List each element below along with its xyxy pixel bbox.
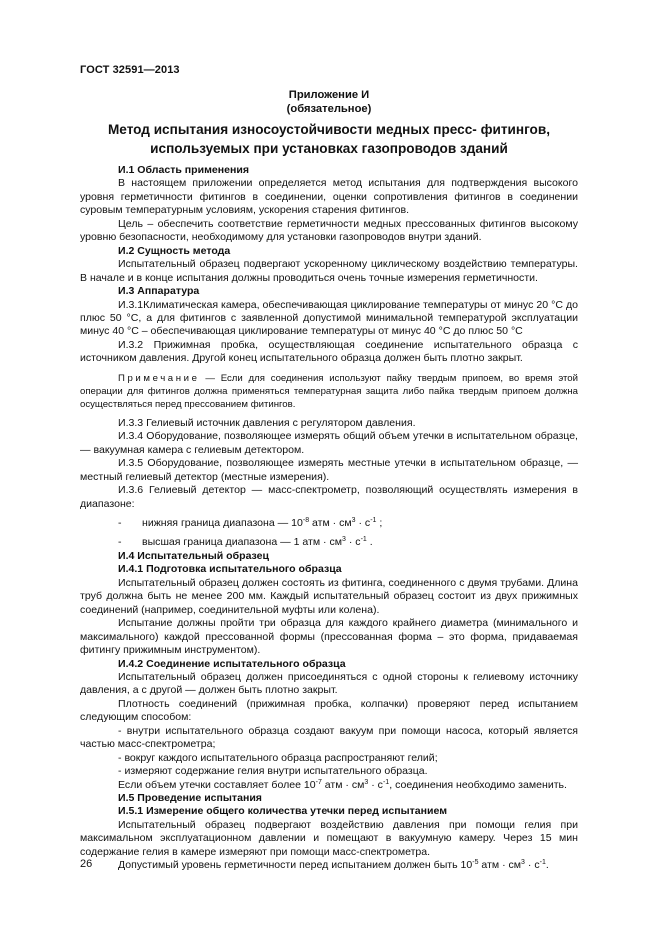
paragraph: В настоящем приложении определяется метод испытания для подтверждения высокого уровня герметичности фитингов в соединении, оценки сопротивления фитингов в соединении суровым температурным условиям, ускорения старения фитингов. [80,177,578,217]
paragraph: Испытание должны пройти три образца для каждого крайнего диаметра (минимального и максимального) каждой прессованной формы (прессованная форма – это форма, придаваемая фитингу прижимным инструментом). [80,617,578,657]
section-heading-i41: И.4.1 Подготовка испытательного образца [118,563,342,576]
paragraph: И.3.3 Гелиевый источник давления с регулятором давления. [118,416,416,429]
section-heading-i3: И.3 Аппаратура [118,285,200,298]
title-line-2: используемых при установках газопроводов зданий [150,140,508,156]
paragraph: И.3.2 Прижимная пробка, осуществляющая соединение испытательного образца с источником давления. Другой конец испытательного образца должен быть плотно закрыт. [80,338,578,365]
paragraph: Испытательный образец должен состоять из фитинга, соединенного с двумя трубами. Длина труб должна быть не менее 200 мм. Каждый испытательный образец состоит из двух прижимных соединений (например, соединительной муфты или колена). [80,576,578,616]
section-heading-i4: И.4 Испытательный образец [118,549,270,562]
section-heading-i5: И.5 Проведение испытания [118,792,262,805]
title-line-1: Метод испытания износоустойчивости медных пресс- фитингов, [107,122,550,137]
note [80,372,578,411]
note-label: Примечание [118,372,200,384]
bullet-mark: - [118,536,122,549]
paragraph: И.3.6 Гелиевый детектор — масс-спектрометр, позволяющий осуществлять измерения в диапазоне: [80,484,578,510]
document-body [80,164,578,873]
list-item: - внутри испытательного образца создают вакуум при помощи насоса, который является частью масс-спектрометра; [80,724,578,751]
bullet-mark: - [118,516,122,529]
appendix-status: (обязательное) [286,102,372,115]
document-header: ГОСТ 32591—2013 [80,64,180,76]
paragraph: И.3.1Климатическая камера, обеспечивающая циклирование температуры от минус 20 °С до плюс 50 °С, а для фитингов с заявленной допустимой минимальной температурой эксплуатации минус 40 °С – обеспечивающая циклирование температуры от минус 40 °С до плюс 50 °С [80,298,578,338]
paragraph: Допустимый уровень герметичности перед испытанием должен быть $10^{-5}$ атм · $см^3 \cdot с^{-1}$. [118,859,549,872]
list-item: - нижняя граница диапазона — $10^{-8}$ атм · $см^3 \cdot с^{-1}$ ; [118,516,383,529]
note-text: — Если для соединения используют пайку твердым припоем, во время этой операции для фитингов должна применяться температурная защита либо пайка твердым припоем должна осуществляться перед прессованием фитингов. [80,372,578,410]
section-heading-i2: И.2 Сущность метода [118,244,231,257]
section-heading-i51: И.5.1 Измерение общего количества утечки перед испытанием [118,805,448,818]
paragraph: Цель – обеспечить соответствие герметичности медных прессованных фитингов высокому уровню безопасности, необходимому для установки газопроводов внутри зданий. [80,217,578,244]
appendix-heading [80,89,578,116]
list-item: - измеряют содержание гелия внутри испытательного образца. [118,765,428,778]
list-item: - высшая граница диапазона — 1 атм · $см^3 \cdot с^{-1}$ . [118,536,373,549]
section-heading-i42: И.4.2 Соединение испытательного образца [118,657,346,670]
paragraph: Испытательный образец подвергают ускоренному циклическому воздействию температуры. В начале и в конце испытания должны проводиться очень точные измерения герметичности. [80,258,578,284]
appendix-label: Приложение И [288,89,370,101]
paragraph: Испытательный образец подвергают воздействию давления при помощи гелия при максимальном эксплуатационном давлении и помещают в вакуумную камеру. Через 15 мин содержание гелия в камере измеряют при помощи масс-спектрометра. [80,818,578,858]
section-heading-i1: И.1 Область применения [118,164,249,176]
paragraph: И.3.4 Оборудование, позволяющее измерять общий объем утечки в испытательном образце, — вакуумная камера с гелиевым детектором. [80,430,578,456]
paragraph: Плотность соединений (прижимная пробка, колпачки) проверяют перед испытанием следующим способом: [80,697,578,724]
document-title [80,121,578,158]
page-number: 26 [80,858,93,870]
list-item: - вокруг каждого испытательного образца распространяют гелий; [118,751,438,764]
paragraph: Испытательный образец должен присоединяться с одной стороны к гелиевому источнику давления, а с другой — должен быть плотно закрыт. [80,670,578,697]
paragraph: И.3.5 Оборудование, позволяющее измерять местные утечки в испытательном образце, — местный гелиевый детектор (местные измерения). [80,457,578,483]
paragraph: Если объем утечки составляет более $10^{-7}$ атм · $см^3 \cdot с^{-1}$, соединения необходимо заменить. [118,778,567,791]
